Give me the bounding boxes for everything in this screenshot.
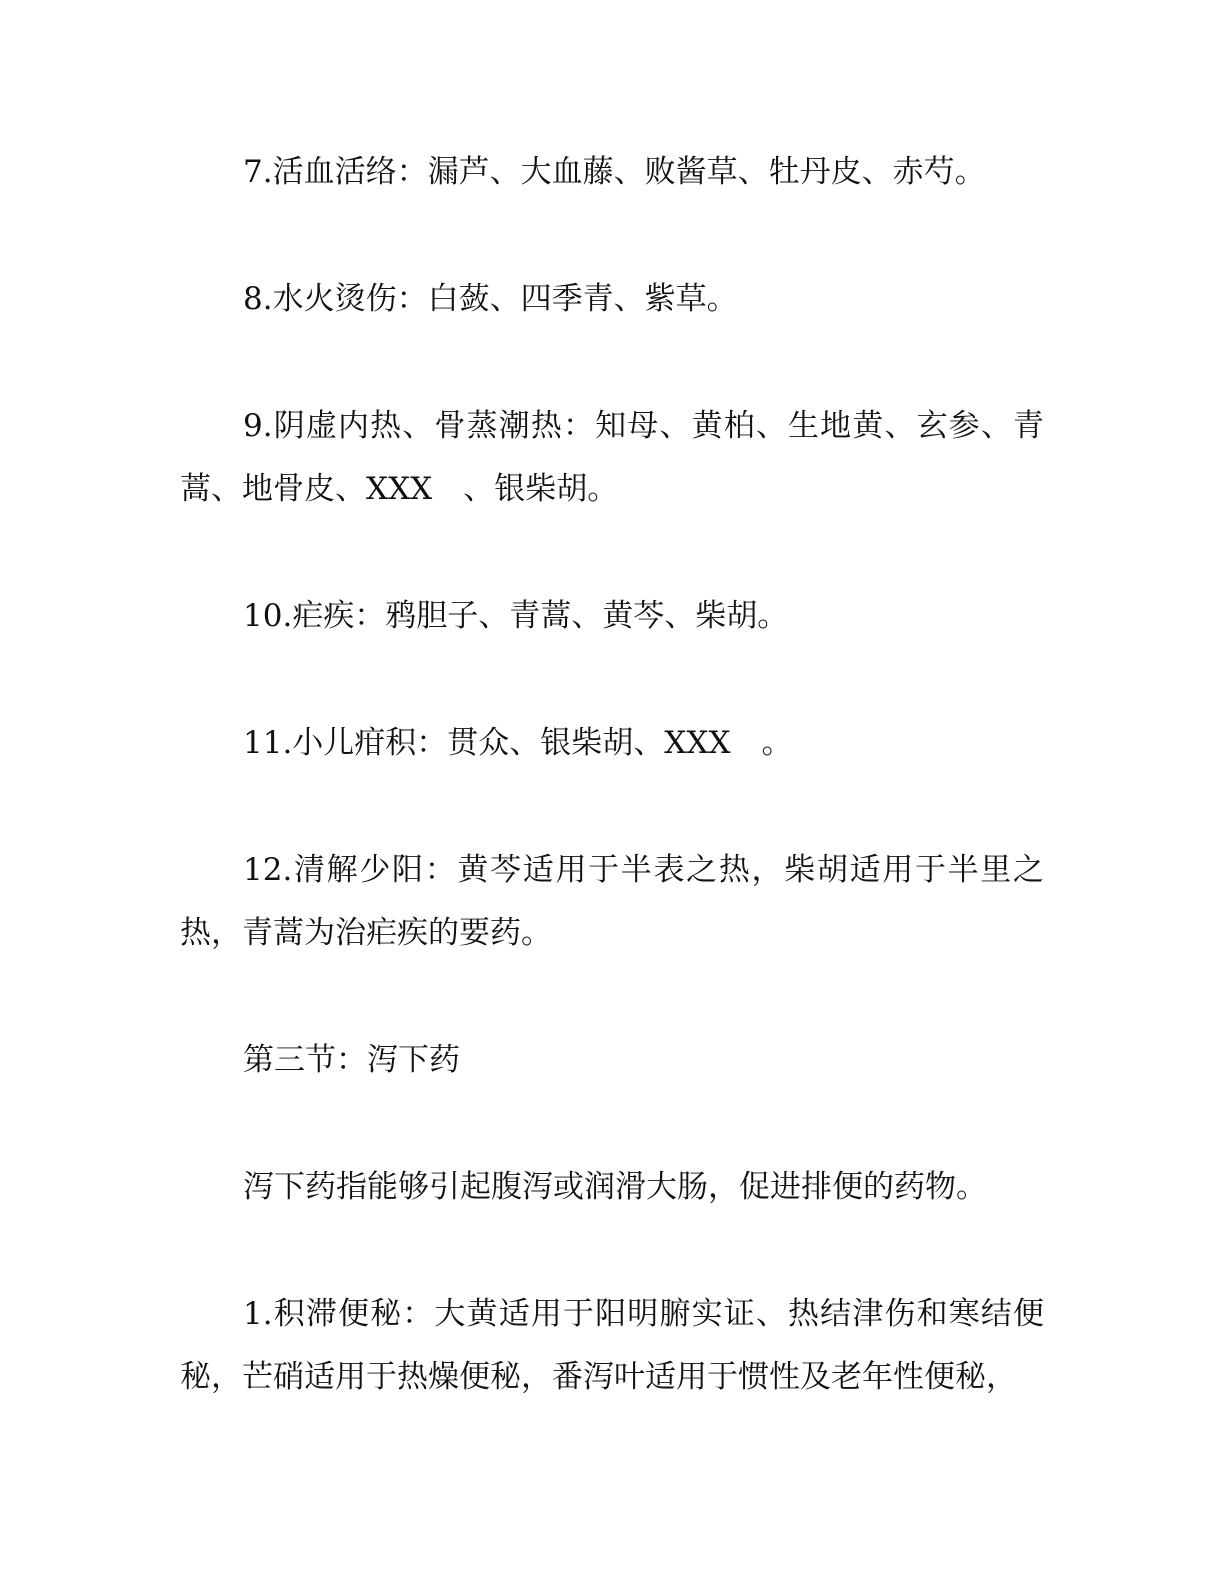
paragraph-burns: 8.水火烫伤：白蔹、四季青、紫草。 — [243, 281, 738, 317]
paragraph-malaria: 10.疟疾：鸦胆子、青蒿、黄芩、柴胡。 — [243, 598, 789, 634]
paragraph-constipation: 1.积滞便秘：大黄适用于阳明腑实证、热结津伤和寒结便秘，芒硝适用于热燥便秘，番泻叶适用于惯性及老年性便秘， — [180, 1296, 1044, 1395]
paragraph-yin-deficiency-heat: 9.阴虚内热、骨蒸潮热：知母、黄柏、生地黄、玄参、青蒿、地骨皮、XXX 、银柴胡。 — [180, 408, 1044, 507]
paragraph-shaoyang: 12.清解少阳：黄芩适用于半表之热，柴胡适用于半里之热，青蒿为治疟疾的要药。 — [180, 852, 1044, 951]
document-body — [180, 141, 1044, 1473]
paragraph-blood-activating: 7.活血活络：漏芦、大血藤、败酱草、牡丹皮、赤芍。 — [243, 154, 986, 190]
section-heading-purgatives: 第三节：泻下药 — [243, 1042, 460, 1078]
paragraph-infantile-malnutrition: 11.小儿疳积：贯众、银柴胡、XXX 。 — [243, 725, 793, 761]
paragraph-purgatives-definition: 泻下药指能够引起腹泻或润滑大肠，促进排便的药物。 — [243, 1169, 987, 1205]
